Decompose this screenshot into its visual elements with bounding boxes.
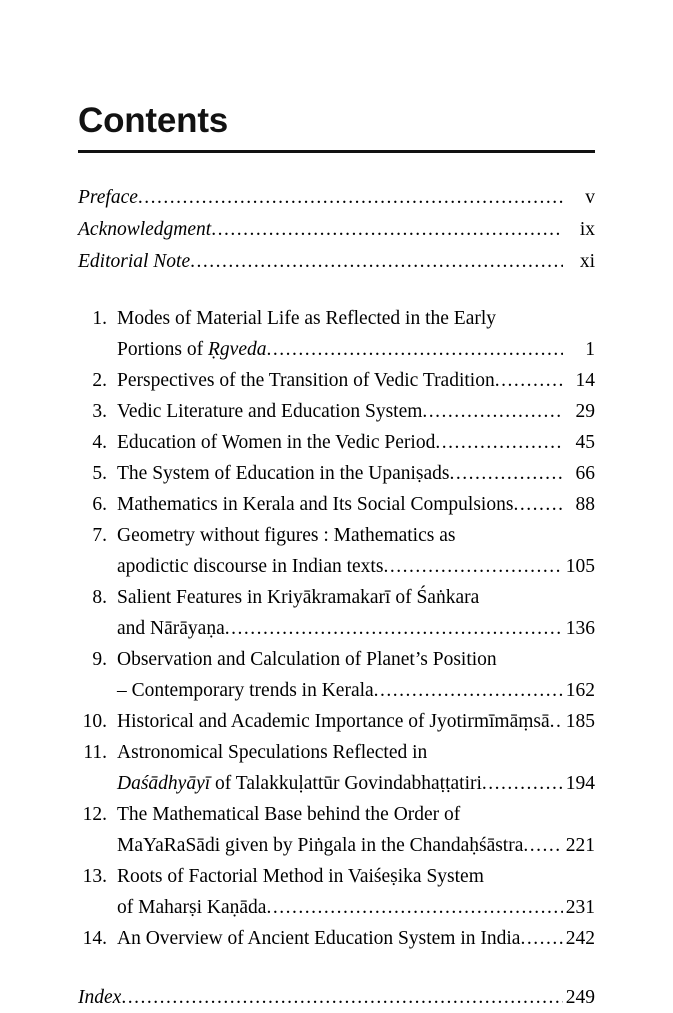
toc-entry-acknowledgment[interactable] bbox=[78, 214, 595, 245]
chapter-title-text: apodictic discourse in Indian texts bbox=[117, 556, 384, 577]
toc-chapter-4[interactable] bbox=[78, 427, 595, 458]
chapter-title-text: Vedic Literature and Education System bbox=[117, 401, 423, 422]
chapter-page: 231 bbox=[565, 897, 595, 918]
toc-chapter-5[interactable] bbox=[78, 458, 595, 489]
chapter-page: 66 bbox=[575, 463, 595, 484]
toc-chapter-7[interactable] bbox=[78, 520, 595, 582]
toc-chapter-6[interactable] bbox=[78, 489, 595, 520]
toc-entry-page: v bbox=[585, 187, 595, 208]
toc-chapter-14[interactable] bbox=[78, 923, 595, 954]
chapter-title-line bbox=[117, 334, 595, 365]
chapter-body bbox=[107, 799, 595, 861]
chapter-page: 45 bbox=[575, 432, 595, 453]
chapter-page: 221 bbox=[565, 835, 595, 856]
chapter-title-line bbox=[117, 396, 595, 427]
chapter-title-line bbox=[117, 551, 595, 582]
chapter-title-text: The Mathematical Base behind the Order of bbox=[117, 804, 461, 825]
chapter-number: 12. bbox=[82, 804, 107, 825]
chapter-title-text: Salient Features in Kriyākramakarī of Śaṅkara bbox=[117, 587, 480, 608]
leader-dots bbox=[267, 334, 564, 365]
chapter-body bbox=[107, 427, 595, 458]
chapter-title-line bbox=[117, 644, 595, 675]
chapter-title-text: MaYaRaSādi given by Piṅgala in the Chandaḥśāstra bbox=[117, 835, 524, 856]
chapter-title-text: Observation and Calculation of Planet’s Position bbox=[117, 649, 497, 670]
leader-dots bbox=[495, 365, 563, 396]
chapter-title-line bbox=[117, 675, 595, 706]
chapter-body bbox=[107, 365, 595, 396]
chapter-title-text: of Talakkuḷattūr Govindabhaṭṭatiri bbox=[210, 773, 482, 794]
leader-dots bbox=[374, 675, 563, 706]
toc-entry-label: Index bbox=[78, 987, 122, 1008]
chapter-title-line bbox=[117, 458, 595, 489]
chapter-body bbox=[107, 303, 595, 365]
chapter-body bbox=[107, 458, 595, 489]
toc-chapter-2[interactable] bbox=[78, 365, 595, 396]
toc-entry-index[interactable] bbox=[78, 982, 595, 1013]
chapter-number: 6. bbox=[92, 494, 107, 515]
toc-chapter-8[interactable] bbox=[78, 582, 595, 644]
toc-entry-label: Acknowledgment bbox=[78, 219, 212, 240]
toc-entry-preface[interactable] bbox=[78, 182, 595, 213]
chapter-title-line bbox=[117, 923, 595, 954]
chapter-title-line bbox=[117, 613, 595, 644]
chapter-title-line bbox=[117, 892, 595, 923]
chapter-page: 88 bbox=[575, 494, 595, 515]
chapter-title-text: and Nārāyaṇa bbox=[117, 618, 225, 639]
toc-chapter-3[interactable] bbox=[78, 396, 595, 427]
page-title: Contents bbox=[78, 101, 229, 140]
chapter-body bbox=[107, 737, 595, 799]
chapter-page: 14 bbox=[575, 370, 595, 391]
chapter-body bbox=[107, 706, 595, 737]
chapter-number: 4. bbox=[92, 432, 107, 453]
leader-dots bbox=[138, 182, 563, 213]
chapter-number: 13. bbox=[82, 866, 107, 887]
toc-entry-label: Editorial Note bbox=[78, 251, 191, 272]
leader-dots bbox=[550, 706, 563, 737]
chapter-page: 185 bbox=[565, 711, 595, 732]
toc-chapter-9[interactable] bbox=[78, 644, 595, 706]
chapter-body bbox=[107, 923, 595, 954]
chapter-body bbox=[107, 582, 595, 644]
toc-chapter-12[interactable] bbox=[78, 799, 595, 861]
chapter-number: 5. bbox=[92, 463, 107, 484]
chapter-body bbox=[107, 489, 595, 520]
chapter-title-line bbox=[117, 489, 595, 520]
chapter-title-line bbox=[117, 768, 595, 799]
leader-dots bbox=[383, 551, 563, 582]
chapter-title-line bbox=[117, 706, 595, 737]
chapter-number: 8. bbox=[92, 587, 107, 608]
leader-dots bbox=[520, 923, 563, 954]
leader-dots bbox=[450, 458, 563, 489]
chapter-title-text: An Overview of Ancient Education System in India bbox=[117, 928, 521, 949]
toc-entry-editorial-note[interactable] bbox=[78, 246, 595, 277]
title-underline-rule bbox=[78, 150, 595, 153]
toc-entry-page: 249 bbox=[565, 987, 595, 1008]
chapter-page: 1 bbox=[585, 339, 595, 360]
chapter-page: 194 bbox=[565, 773, 595, 794]
chapter-title-text: Geometry without figures : Mathematics as bbox=[117, 525, 456, 546]
chapter-number: 7. bbox=[92, 525, 107, 546]
chapter-body bbox=[107, 520, 595, 582]
chapter-title-line bbox=[117, 520, 595, 551]
chapter-number: 3. bbox=[92, 401, 107, 422]
chapter-title-line bbox=[117, 303, 595, 334]
chapter-title-text: Perspectives of the Transition of Vedic Tradition bbox=[117, 370, 495, 391]
chapter-title-italic: Daśādhyāyī bbox=[117, 773, 211, 794]
chapter-page: 136 bbox=[565, 618, 595, 639]
chapter-title-line bbox=[117, 365, 595, 396]
chapter-page: 162 bbox=[565, 680, 595, 701]
leader-dots bbox=[266, 892, 563, 923]
chapter-number: 10. bbox=[82, 711, 107, 732]
chapter-number: 1. bbox=[92, 308, 107, 329]
leader-dots bbox=[211, 214, 563, 245]
chapter-body bbox=[107, 396, 595, 427]
chapter-title-line bbox=[117, 737, 595, 768]
chapter-body bbox=[107, 861, 595, 923]
chapter-title-line bbox=[117, 582, 595, 613]
chapter-page: 105 bbox=[565, 556, 595, 577]
chapter-list bbox=[78, 303, 595, 954]
chapter-page: 242 bbox=[565, 928, 595, 949]
leader-dots bbox=[190, 246, 563, 277]
leader-dots bbox=[121, 982, 563, 1013]
toc-chapter-10[interactable] bbox=[78, 706, 595, 737]
chapter-title-line bbox=[117, 830, 595, 861]
toc-chapter-1[interactable] bbox=[78, 303, 595, 365]
toc-entry-page: xi bbox=[579, 251, 595, 272]
chapter-title-italic: Ṛgveda bbox=[208, 339, 267, 360]
chapter-number: 14. bbox=[82, 928, 107, 949]
chapter-title-text: Mathematics in Kerala and Its Social Compulsions bbox=[117, 494, 514, 515]
front-matter-list bbox=[78, 182, 595, 277]
leader-dots bbox=[482, 768, 563, 799]
leader-dots bbox=[523, 830, 563, 861]
chapter-title-text: The System of Education in the Upaniṣads bbox=[117, 463, 450, 484]
chapter-title-text: Historical and Academic Importance of Jyotirmīmāṃsā bbox=[117, 711, 550, 732]
chapter-number: 11. bbox=[83, 742, 107, 763]
toc-entry-page: ix bbox=[579, 219, 595, 240]
toc-chapter-13[interactable] bbox=[78, 861, 595, 923]
leader-dots bbox=[435, 427, 563, 458]
leader-dots bbox=[225, 613, 563, 644]
chapter-number: 2. bbox=[92, 370, 107, 391]
leader-dots bbox=[513, 489, 563, 520]
chapter-title-text: Education of Women in the Vedic Period bbox=[117, 432, 436, 453]
chapter-title-text: – Contemporary trends in Kerala bbox=[117, 680, 374, 701]
chapter-title-text: of Maharṣi Kaṇāda bbox=[117, 897, 267, 918]
chapter-title-text: Modes of Material Life as Reflected in the Early bbox=[117, 308, 497, 329]
chapter-title-text: Astronomical Speculations Reflected in bbox=[117, 742, 428, 763]
chapter-number: 9. bbox=[92, 649, 107, 670]
chapter-title-line bbox=[117, 427, 595, 458]
leader-dots bbox=[422, 396, 563, 427]
toc-entry-label: Preface bbox=[78, 187, 138, 208]
toc-chapter-11[interactable] bbox=[78, 737, 595, 799]
chapter-title-text: Roots of Factorial Method in Vaiśeṣika System bbox=[117, 866, 484, 887]
chapter-title-text: Portions of bbox=[117, 339, 209, 360]
chapter-title-line bbox=[117, 861, 595, 892]
chapter-body bbox=[107, 644, 595, 706]
chapter-page: 29 bbox=[575, 401, 595, 422]
chapter-title-line bbox=[117, 799, 595, 830]
